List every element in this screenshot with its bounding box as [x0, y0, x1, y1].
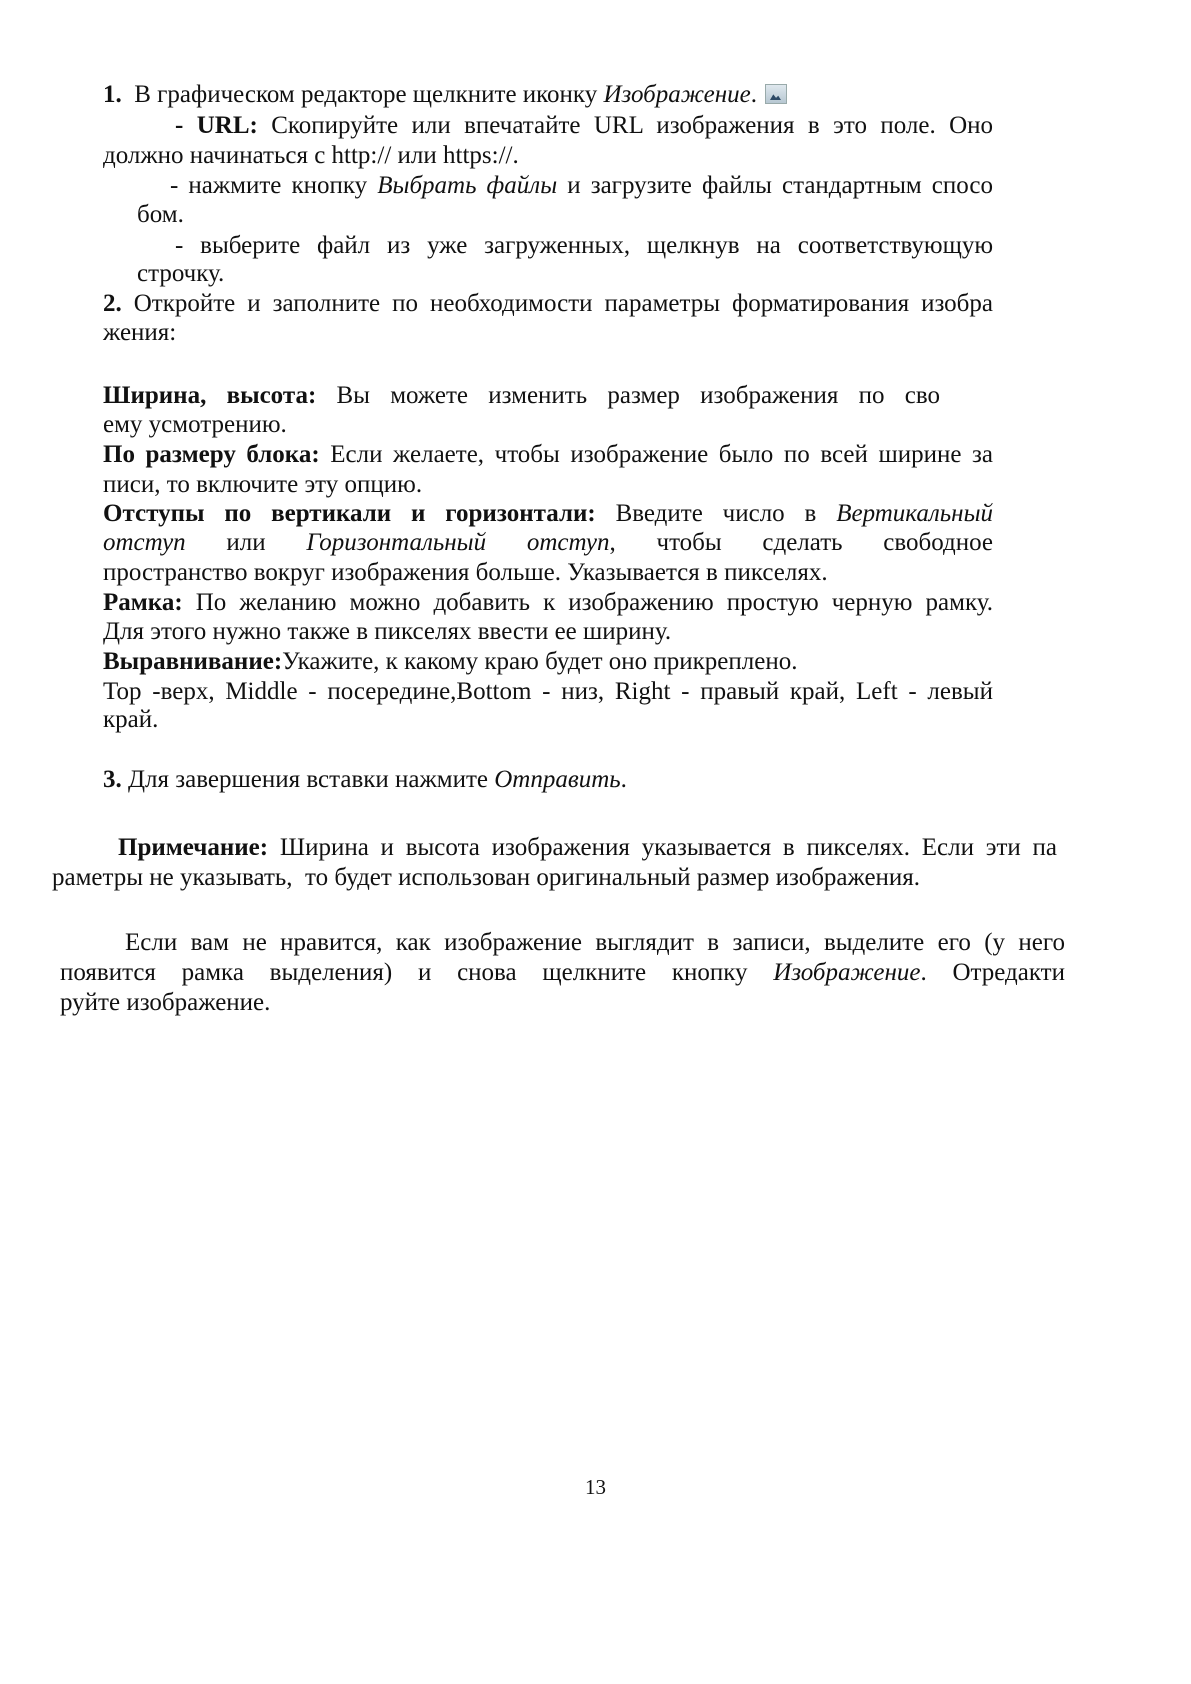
text-segment: Top -верх, Middle - посередине,Bottom - низ, Right - правый край, Left - левый [103, 678, 993, 705]
text-line [103, 499, 993, 529]
image-icon [765, 84, 787, 104]
text-line [60, 988, 270, 1018]
text-line [103, 318, 176, 348]
text-line [103, 381, 940, 411]
text-line [103, 470, 422, 500]
bold-text: 3. [103, 766, 122, 793]
text-segment: . [620, 766, 627, 793]
text-segment: Вы можете изменить размер изображения по сво [316, 382, 940, 409]
text-segment: край. [103, 706, 159, 733]
text-line [103, 558, 828, 588]
text-segment: Если желаете, чтобы изображение было по всей ширине за [319, 441, 993, 468]
text-segment: или [185, 529, 307, 556]
bold-text: Ширина, высота: [103, 382, 317, 409]
text-segment: бом. [137, 201, 184, 228]
text-line [103, 410, 287, 440]
bold-text: Примечание: [118, 834, 269, 861]
text-line [60, 958, 1065, 988]
italic-text: Изображение [773, 959, 921, 986]
bold-text: 1. [103, 81, 122, 108]
text-segment: писи, то включите эту опцию. [103, 471, 423, 498]
text-line [52, 863, 920, 893]
bold-text: Отступы по вертикали и горизонтали: [103, 500, 596, 527]
text-line [175, 111, 993, 141]
text-segment: Для завершения вставки нажмите [121, 766, 495, 793]
bold-text: Рамка: [103, 589, 183, 616]
text-line [103, 588, 993, 618]
text-segment: Введите число в [595, 500, 837, 527]
text-line [103, 289, 993, 319]
italic-text: Выбрать файлы [377, 172, 558, 199]
text-segment: руйте изображение. [60, 989, 271, 1016]
bold-text: Выравнивание: [103, 648, 283, 675]
text-segment: жения: [103, 319, 177, 346]
text-line [118, 833, 1057, 863]
text-segment: В графическом редакторе щелкните иконку [121, 81, 604, 108]
text-line [103, 617, 671, 647]
text-segment: - нажмите кнопку [170, 172, 378, 199]
italic-text: Отправить [494, 766, 621, 793]
text-segment: и загрузите файлы стандартным спосо [557, 172, 993, 199]
text-segment: . [750, 81, 757, 108]
text-segment: Скопируйте или впечатайте URL изображения в это поле. Оно [257, 112, 994, 139]
italic-text: Горизонтальный отступ [306, 529, 610, 556]
text-line [103, 705, 158, 735]
text-line [103, 765, 627, 795]
bold-text: По размеру блока: [103, 441, 320, 468]
text-line [103, 528, 993, 558]
text-segment: , чтобы сделать свободное [609, 529, 994, 556]
text-line [103, 80, 787, 110]
text-segment: пространство вокруг изображения больше. Указывается в пикселях. [103, 559, 828, 586]
text-segment: Откройте и заполните по необходимости параметры форматирования изобра [121, 290, 993, 317]
text-segment: Если вам не нравится, как изображение выглядит в записи, выделите его (у него [125, 929, 1065, 956]
italic-text: Вертикальный [836, 500, 993, 527]
text-segment: Ширина и высота изображения указывается в пикселях. Если эти па [268, 834, 1057, 861]
text-segment: - выберите файл из уже загруженных, щелкнув на соответствующую [175, 232, 993, 259]
page-number: 13 [585, 1475, 606, 1499]
text-segment: Укажите, к какому краю будет оно прикреплено. [282, 648, 798, 675]
text-segment: появится рамка выделения) и снова щелкните кнопку [60, 959, 774, 986]
text-line [103, 647, 797, 677]
text-segment: По желанию можно добавить к изображению простую черную рамку. [182, 589, 993, 616]
italic-text: отступ [103, 529, 186, 556]
text-line [103, 440, 993, 470]
text-line [125, 928, 1065, 958]
text-segment: . Отредакти [920, 959, 1065, 986]
italic-text: Изображение [603, 81, 751, 108]
bold-text: 2. [103, 290, 122, 317]
text-segment: должно начинаться с http:// или https://. [103, 142, 519, 169]
text-line [103, 677, 993, 707]
text-segment: строчку. [137, 260, 225, 287]
text-line [170, 171, 993, 201]
bold-text: - URL: [175, 112, 258, 139]
text-line [103, 141, 519, 171]
text-segment: раметры не указывать, то будет использован оригинальный размер изображения. [52, 864, 921, 891]
text-line [137, 200, 184, 230]
text-segment: ему усмотрению. [103, 411, 287, 438]
text-line [175, 231, 993, 261]
text-line [137, 259, 224, 289]
text-segment: Для этого нужно также в пикселях ввести ее ширину. [103, 618, 672, 645]
